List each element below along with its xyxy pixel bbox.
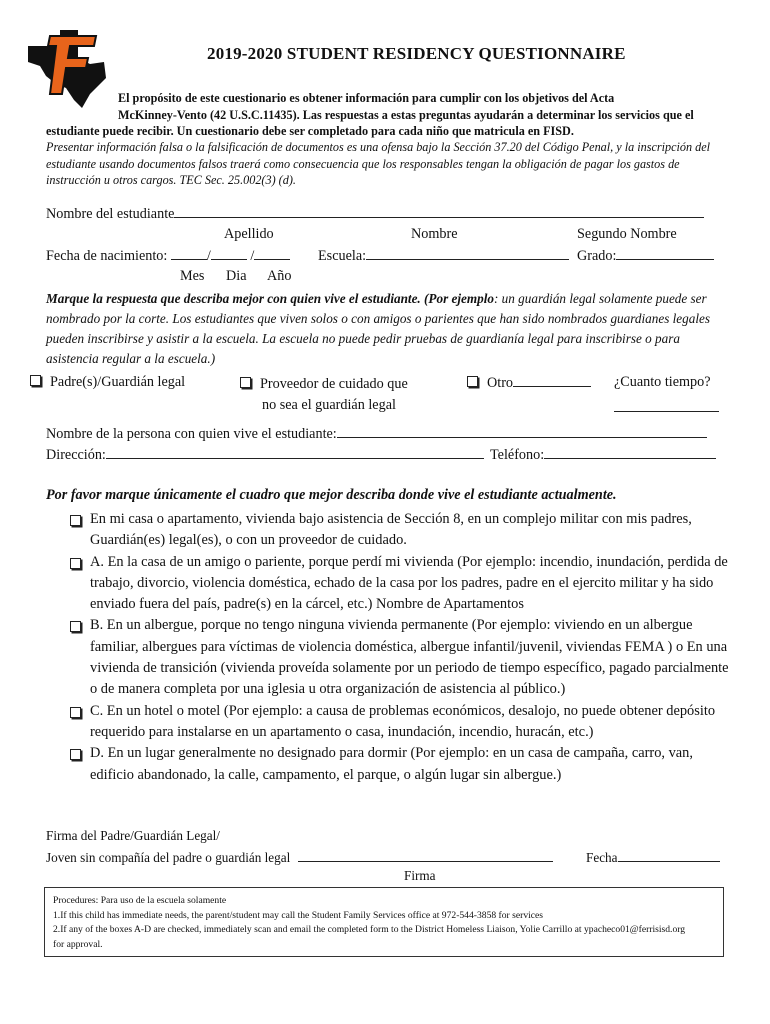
dob-row: Fecha de nacimiento: / / <box>46 247 290 265</box>
other-field[interactable] <box>513 374 591 387</box>
option-provider[interactable] <box>240 374 408 416</box>
checkbox-icon[interactable] <box>30 375 41 386</box>
intro-line-3: estudiante puede recibir. Un cuestionario debe ser completado para cada niño que matricula en FISD. <box>46 124 574 138</box>
procedures-item-3: for approval. <box>53 938 103 950</box>
person-label: Nombre de la persona con quien vive el estudiante: <box>46 426 337 442</box>
school-row <box>318 247 569 265</box>
procedures-title: Procedures: Para uso de la escuela solamente <box>53 895 227 906</box>
student-name-row <box>46 205 704 223</box>
intro-line-2: McKinney-Vento (42 U.S.C.11435). Las respuestas a estas preguntas ayudarán a determinar los servicios que el <box>118 107 694 122</box>
residence-heading: Por favor marque únicamente el cuadro que mejor describa donde vive el estudiante actualmente. <box>46 487 617 503</box>
grade-field[interactable] <box>616 247 714 260</box>
phone-row <box>490 446 716 464</box>
checkbox-icon[interactable] <box>467 376 478 387</box>
residence-option-label: En mi casa o apartamento, vivienda bajo asistencia de Sección 8, en un complejo militar con mis padres, Guardián(es) legal(es), o con un proveedor de cuidado. <box>90 511 692 549</box>
residence-option-label: A. En la casa de un amigo o pariente, porque perdí mi vivienda (Por ejemplo: incendio, inundación, perdida de trabajo, divorcio, violencia doméstica, echado de la casa por los padres, padre en el ejercito militar y ha sido enviado fuera del país, padre(s) en la cárcel, etc.) Nombre de Apartamentos <box>90 553 728 613</box>
checkbox-icon[interactable] <box>70 621 81 632</box>
person-field[interactable] <box>337 425 707 438</box>
procedures-item-1: 1.If this child has immediate needs, the parent/student may call the Student Family Services office at 972-544-3858 for services <box>53 909 544 921</box>
option-parent[interactable] <box>30 374 185 391</box>
procedures-item-2: 2.If any of the boxes A-D are checked, immediately scan and email the completed form to the District Homeless Liaison, Yolie Carrillo at ypacheco01@ferrisisd.org <box>53 924 686 936</box>
residence-option-c[interactable] <box>70 701 730 744</box>
option-other-label: Otro <box>487 375 514 391</box>
signature-field[interactable] <box>298 849 553 862</box>
signature-label-1: Firma del Padre/Guardián Legal/ <box>46 828 220 843</box>
checkbox-icon[interactable] <box>70 515 81 526</box>
residence-option-label: B. En un albergue, porque no tengo ninguna vivienda permanente (Por ejemplo: viviendo en un albergue familiar, albergues para víctimas de violencia doméstica, albergue infantil/juvenil, viviendas FEMA ) o En una vivienda de transición (vivienda proveída solamente por un periodo de tiempo específico, pagado parcialmente o de manera completa por una iglesia u otra organización de asistencia al público.) <box>90 617 729 698</box>
residence-options <box>70 509 730 786</box>
instruction-rest: : un guardián legal solamente puede ser nombrado por la corte. Los estudiantes que viven solos o con amigos o parientes que han sido nombrados guardianes legales pueden inscribirse y asistir a la escuela. La escuela no puede pedir pruebas de guardianía legal para inscribirse o para asistencia regular a la escuela.) <box>46 291 710 366</box>
address-field[interactable] <box>106 446 484 459</box>
instruction-bold: Marque la respuesta que describa mejor con quien vive el estudiante. (Por ejemplo <box>46 291 494 306</box>
residence-option-a[interactable] <box>70 552 730 616</box>
checkbox-icon[interactable] <box>240 377 251 388</box>
option-provider-label-1: Proveedor de cuidado que <box>260 376 408 392</box>
phone-label: Teléfono: <box>490 447 545 463</box>
dob-label: Fecha de nacimiento: <box>46 248 168 264</box>
student-name-label: Nombre del estudiante <box>46 206 175 222</box>
checkbox-icon[interactable] <box>70 558 81 569</box>
student-name-field[interactable] <box>174 205 704 218</box>
date-field[interactable] <box>618 849 720 862</box>
checkbox-icon[interactable] <box>70 749 81 760</box>
intro-line-1: El propósito de este cuestionario es obtener información para cumplir con los objetivos del Acta <box>118 91 615 105</box>
dob-year-field[interactable] <box>254 247 290 260</box>
how-long-label: ¿Cuanto tiempo? <box>614 374 711 390</box>
address-label: Dirección: <box>46 447 106 463</box>
residence-option-b[interactable] <box>70 615 730 700</box>
sub-nombre: Nombre <box>411 226 458 242</box>
sub-apellido: Apellido <box>224 226 274 242</box>
sub-mes: Mes <box>180 268 205 284</box>
option-parent-label: Padre(s)/Guardián legal <box>50 374 186 390</box>
grade-label: Grado: <box>577 248 617 264</box>
option-other[interactable] <box>467 374 591 392</box>
sub-ano: Año <box>267 268 292 284</box>
option-provider-label-2: no sea el guardián legal <box>262 397 396 413</box>
date-label: Fecha <box>586 850 618 865</box>
how-long-field[interactable] <box>614 399 719 417</box>
date-row <box>586 849 720 866</box>
signature-label-2: Joven sin compañía del padre o guardián legal <box>46 850 291 865</box>
dob-day-field[interactable] <box>211 247 247 260</box>
phone-field[interactable] <box>544 446 716 459</box>
intro-paragraph <box>46 90 726 140</box>
school-field[interactable] <box>366 247 569 260</box>
living-with-instructions <box>46 289 730 369</box>
grade-row <box>577 247 714 265</box>
sub-segundo-nombre: Segundo Nombre <box>577 226 677 242</box>
signature-row <box>46 849 553 866</box>
procedures-box <box>44 887 724 957</box>
residence-option-d[interactable] <box>70 743 730 786</box>
dob-month-field[interactable] <box>171 247 207 260</box>
person-row <box>46 425 707 443</box>
page-title: 2019-2020 STUDENT RESIDENCY QUESTIONNAIRE <box>207 44 626 63</box>
residence-option-label: D. En un lugar generalmente no designado para dormir (Por ejemplo: en un casa de campaña, carro, van, edificio abandonado, la calle, campamento, el parque, o algún lugar sin albergue.) <box>90 745 693 783</box>
address-row <box>46 446 484 464</box>
sub-dia: Dia <box>226 268 247 284</box>
residence-option-label: C. En un hotel o motel (Por ejemplo: a causa de problemas económicos, desalojo, no puede obtener depósito requerido para instalarse en un apartamento o casa, inundación, incendio, huracán, etc.) <box>90 702 716 740</box>
residence-option-home[interactable] <box>70 509 730 552</box>
legal-note: Presentar información falsa o la falsificación de documentos es una ofensa bajo la Sección 37.20 del Código Penal, y la inscripción del estudiante usando documentos falsos traerá como consecuencia que los responsables tengan la obligación de pagar los gastos de instrucción u otros cargos. TEC Sec. 25.002(3) (d). <box>46 140 711 187</box>
school-label: Escuela: <box>318 248 367 264</box>
signature-caption: Firma <box>404 868 436 883</box>
checkbox-icon[interactable] <box>70 707 81 718</box>
